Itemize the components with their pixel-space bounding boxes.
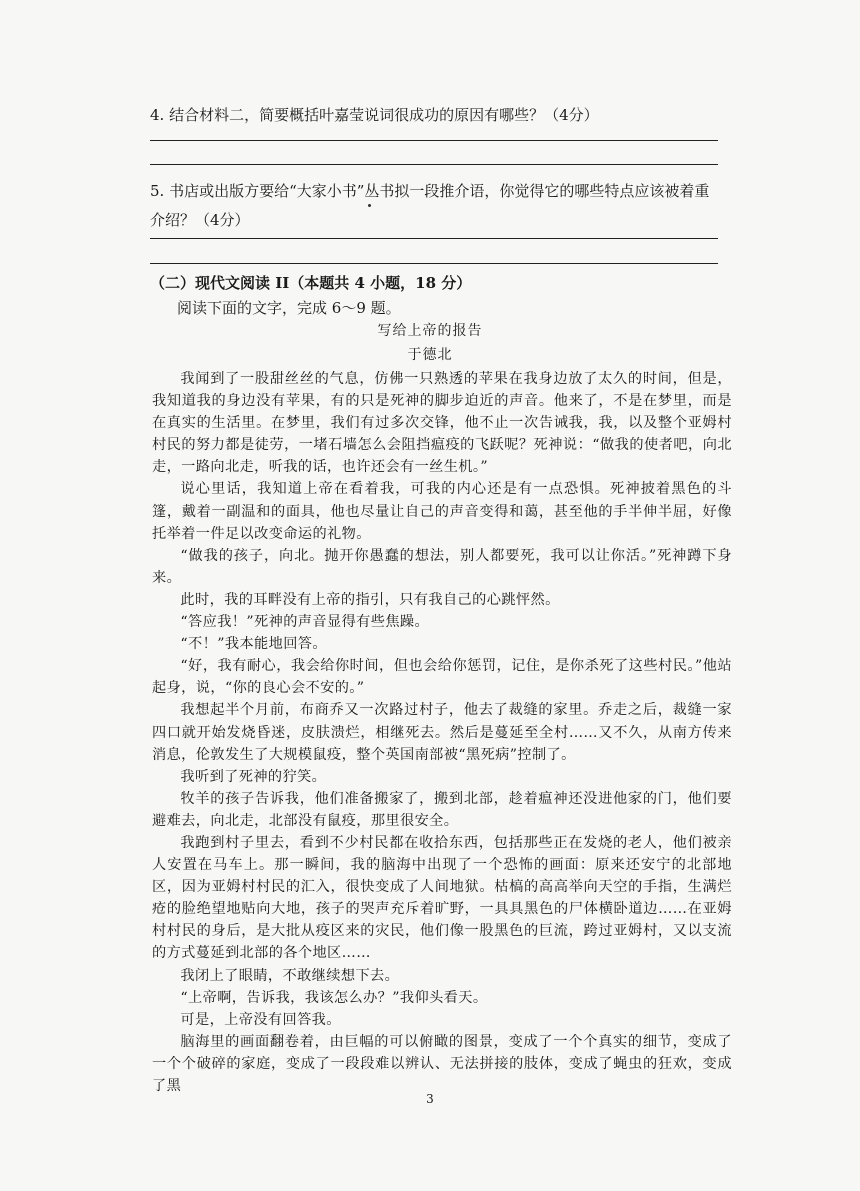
question-5: 5. 书店或出版方要给“大家小书”丛书拟一段推介语，你觉得它的哪些特点应该被着重介绍？（4分） (150, 182, 710, 229)
scan-speck (368, 204, 371, 207)
paragraph: “好，我有耐心，我会给你时间，但也会给你惩罚，记住，是你杀死了这些村民。”他站起身，说，“你的良心会不安的。” (152, 658, 732, 697)
article-body (152, 368, 732, 1097)
article-author: 于德北 (407, 347, 453, 363)
paragraph: 我闻到了一股甜丝丝的气息，仿佛一只熟透的苹果在我身边放了太久的时间，但是，我知道我的身边没有苹果，有的只是死神的脚步迫近的声音。他来了，不是在梦里，而是在真实的生活里。在梦里，我们有过多次交锋，他不止一次告诫我，我，以及整个亚姆村村民的努力都是徒劳，一堵石墙怎么会阻挡瘟疫的飞跃呢？死神说：“做我的使者吧，向北走，一路向北走，听我的话，也许还会有一丝生机。” (152, 371, 732, 476)
paragraph: “答应我！”死神的声音显得有些焦躁。 (180, 614, 430, 631)
paragraph: 此时，我的耳畔没有上帝的指引，只有我自己的心跳怦然。 (180, 591, 560, 608)
answer-line (150, 164, 718, 165)
paragraph: 我想起半个月前，布商乔又一次路过村子，他去了裁缝的家里。乔走之后，裁缝一家四口就开始发烧昏迷，皮肤溃烂，相继死去。然后是蔓延至全村……又不久，从南方传来消息，伦敦发生了大规模鼠疫，整个英国南部被“黑死病”控制了。 (152, 702, 732, 763)
paragraph: 我跑到村子里去，看到不少村民都在收拾东西，包括那些正在发烧的老人，他们被亲人安置在马车上。那一瞬间，我的脑海中出现了一个恐怖的画面：原来还安宁的北部地区，因为亚姆村村民的汇入，很快变成了人间地狱。枯槁的高高举向天空的手指，生满烂疮的脸绝望地贴向大地，孩子的哭声充斥着旷野，一具具黑色的尸体横卧道边……在亚姆村村民的身后，是大批从疫区来的灾民，他们像一股黑色的巨流，跨过亚姆村，又以支流的方式蔓延到北部的各个地区…… (152, 834, 732, 962)
article-title: 写给上帝的报告 (377, 323, 483, 339)
paragraph: “上帝啊，告诉我，我该怎么办？”我仰头看天。 (180, 989, 488, 1006)
paragraph: 说心里话，我知道上帝在看着我，可我的内心还是有一点恐惧。死神披着黑色的斗篷，戴着一副温和的面具，他也尽量让自己的声音变得和蔼，甚至他的手半伸半屈，好像托举着一件足以改变命运的礼物。 (152, 481, 732, 542)
section-heading: （二）现代文阅读 II（本题共 4 小题，18 分） (150, 274, 472, 292)
paragraph: “不！”我本能地回答。 (180, 636, 327, 653)
paragraph: 可是，上帝没有回答我。 (180, 1011, 341, 1028)
answer-line (150, 263, 718, 264)
paragraph: 牧羊的孩子告诉我，他们准备搬家了，搬到北部，趁着瘟神还没进他家的门，他们要避难去，向北走，北部没有鼠疫，那里很安全。 (152, 790, 732, 829)
paragraph: 我听到了死神的狞笑。 (180, 768, 327, 785)
section-instruction: 阅读下面的文字，完成 6～9 题。 (177, 299, 401, 317)
paragraph: “做我的孩子，向北。抛开你愚蠢的想法，别人都要死，我可以让你活。”死神蹲下身来。 (152, 547, 732, 586)
paragraph: 脑海里的画面翻卷着，由巨幅的可以俯瞰的图景，变成了一个个真实的细节，变成了一个个破碎的家庭，变成了一段段难以辨认、无法拼接的肢体，变成了蝇虫的狂欢，变成了黑 (152, 1033, 732, 1094)
answer-line (150, 238, 718, 239)
question-4: 4. 结合材料二，简要概括叶嘉莹说词很成功的原因有哪些？（4分） (150, 106, 599, 124)
page-number: 3 (426, 1092, 434, 1106)
paragraph: 我闭上了眼睛，不敢继续想下去。 (180, 967, 400, 984)
answer-line (150, 140, 718, 141)
